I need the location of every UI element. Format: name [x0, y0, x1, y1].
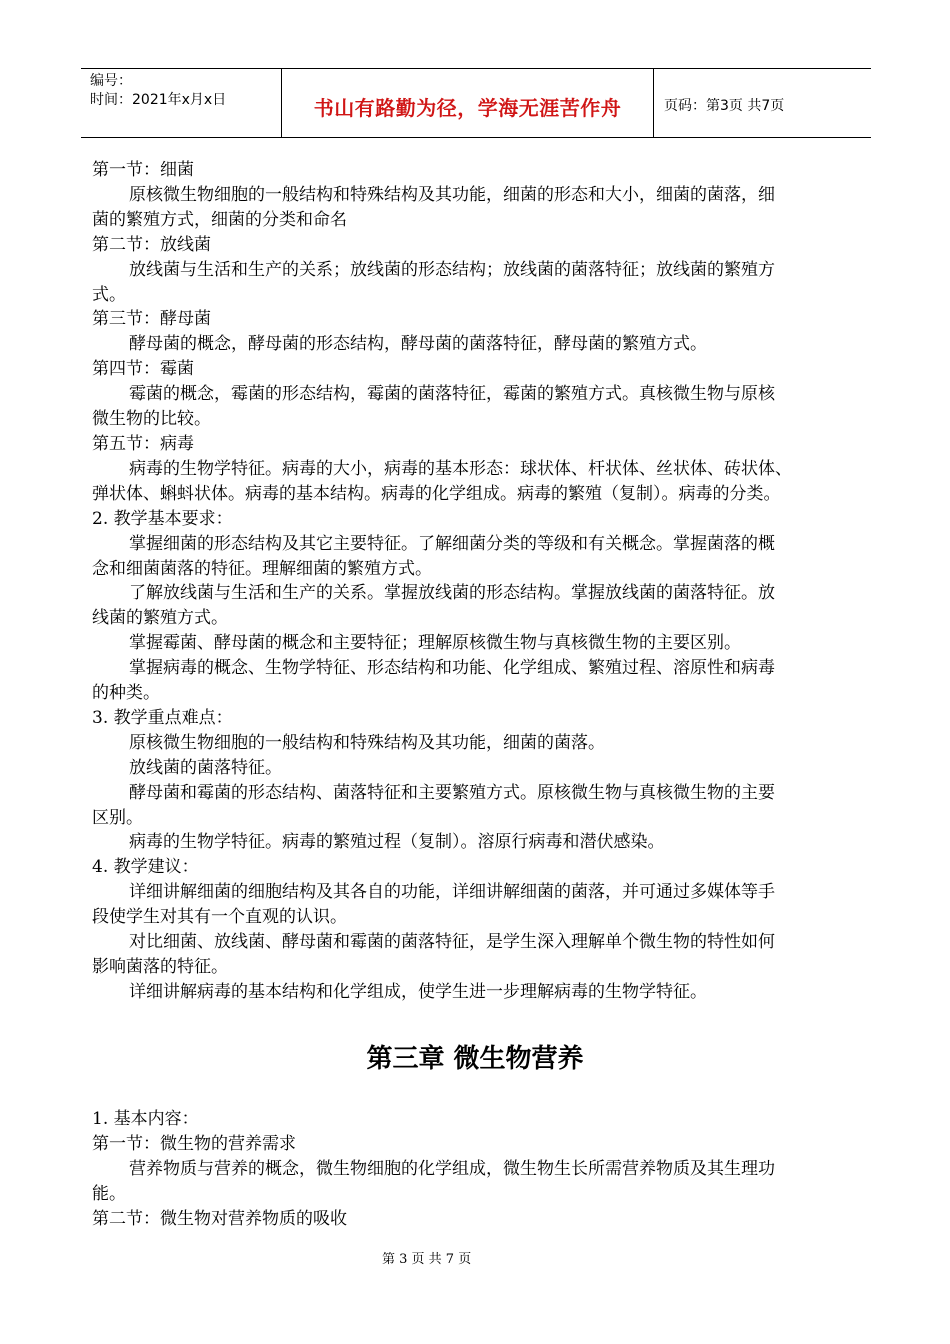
- chapter-title: 第三章 微生物营养: [366, 1044, 584, 1074]
- text-line: 第三节：酵母菌: [92, 309, 211, 330]
- text-line: 区别。: [92, 807, 143, 828]
- text-line: 放线菌的菌落特征。: [129, 757, 282, 778]
- text-line: 第二节：微生物对营养物质的吸收: [92, 1208, 347, 1229]
- text-line: 菌的繁殖方式，细菌的分类和命名: [92, 209, 347, 230]
- text-line: 了解放线菌与生活和生产的关系。掌握放线菌的形态结构。掌握放线菌的菌落特征。放: [129, 583, 775, 604]
- text-line: 第一节：细菌: [92, 160, 194, 180]
- text-line: 病毒的生物学特征。病毒的繁殖过程（复制）。溶原行病毒和潜伏感染。: [129, 832, 665, 853]
- chapter-two-content: [92, 158, 862, 1005]
- text-line: 掌握病毒的概念、生物学特征、形态结构和功能、化学组成、繁殖过程、溶原性和病毒: [129, 658, 775, 679]
- text-line: 原核微生物细胞的一般结构和特殊结构及其功能，细菌的菌落。: [129, 732, 605, 753]
- text-line: 对比细菌、放线菌、酵母菌和霉菌的菌落特征，是学生深入理解单个微生物的特性如何: [129, 932, 775, 953]
- text-line: 念和细菌菌落的特征。理解细菌的繁殖方式。: [92, 558, 432, 579]
- text-line: 1. 基本内容：: [92, 1109, 199, 1129]
- page-header: [81, 68, 871, 138]
- text-line: 第五节：病毒: [92, 433, 194, 454]
- header-page-number: 页码：第3页 共7页: [664, 98, 785, 114]
- header-date: 时间：2021年x月x日: [90, 92, 227, 108]
- text-line: 3. 教学重点难点：: [92, 707, 233, 728]
- text-line: 式。: [92, 284, 126, 305]
- text-line: 病毒的生物学特征。病毒的大小，病毒的基本形态：球状体、杆状体、丝状体、砖状体、: [129, 458, 792, 479]
- text-line: 掌握霉菌、酵母菌的概念和主要特征；理解原核微生物与真核微生物的主要区别。: [129, 633, 741, 654]
- text-line: 营养物质与营养的概念，微生物细胞的化学组成，微生物生长所需营养物质及其生理功: [129, 1158, 775, 1179]
- header-meta: [81, 69, 282, 137]
- text-line: 段使学生对其有一个直观的认识。: [92, 907, 347, 928]
- text-line: 影响菌落的特征。: [92, 957, 228, 977]
- text-line: 4. 教学建议：: [92, 857, 199, 878]
- header-motto: 书山有路勤为径，学海无涯苦作舟: [313, 95, 622, 120]
- text-line: 放线菌与生活和生产的关系；放线菌的形态结构；放线菌的菌落特征；放线菌的繁殖方: [129, 259, 775, 280]
- text-line: 霉菌的概念，霉菌的形态结构，霉菌的菌落特征，霉菌的繁殖方式。真核微生物与原核: [129, 384, 775, 405]
- text-line: 第一节：微生物的营养需求: [92, 1133, 296, 1154]
- text-line: 的种类。: [92, 683, 160, 704]
- text-line: 2. 教学基本要求：: [92, 508, 233, 529]
- text-line: 能。: [92, 1183, 126, 1204]
- chapter-three-content: [92, 1107, 862, 1232]
- text-line: 酵母菌和霉菌的形态结构、菌落特征和主要繁殖方式。原核微生物与真核微生物的主要: [129, 782, 775, 803]
- text-line: 线菌的繁殖方式。: [92, 608, 228, 629]
- text-line: 详细讲解细菌的细胞结构及其各自的功能，详细讲解细菌的菌落，并可通过多媒体等手: [129, 882, 775, 903]
- text-line: 原核微生物细胞的一般结构和特殊结构及其功能，细菌的形态和大小，细菌的菌落，细: [129, 184, 775, 205]
- text-line: 掌握细菌的形态结构及其它主要特征。了解细菌分类的等级和有关概念。掌握菌落的概: [129, 533, 775, 554]
- text-line: 微生物的比较。: [92, 409, 211, 430]
- text-line: 酵母菌的概念，酵母菌的形态结构，酵母菌的菌落特征，酵母菌的繁殖方式。: [129, 334, 707, 355]
- text-line: 详细讲解病毒的基本结构和化学组成，使学生进一步理解病毒的生物学特征。: [129, 981, 707, 1002]
- header-page-cell: [654, 69, 871, 137]
- text-line: 弹状体、蝌蚪状体。病毒的基本结构。病毒的化学组成。病毒的繁殖（复制）。病毒的分类。: [92, 483, 781, 504]
- header-motto-cell: [282, 69, 654, 137]
- page-footer: 第 3 页 共 7 页: [382, 1252, 472, 1267]
- text-line: 第四节：霉菌: [92, 359, 194, 380]
- header-number: 编号：: [90, 73, 132, 89]
- text-line: 第二节：放线菌: [92, 234, 211, 255]
